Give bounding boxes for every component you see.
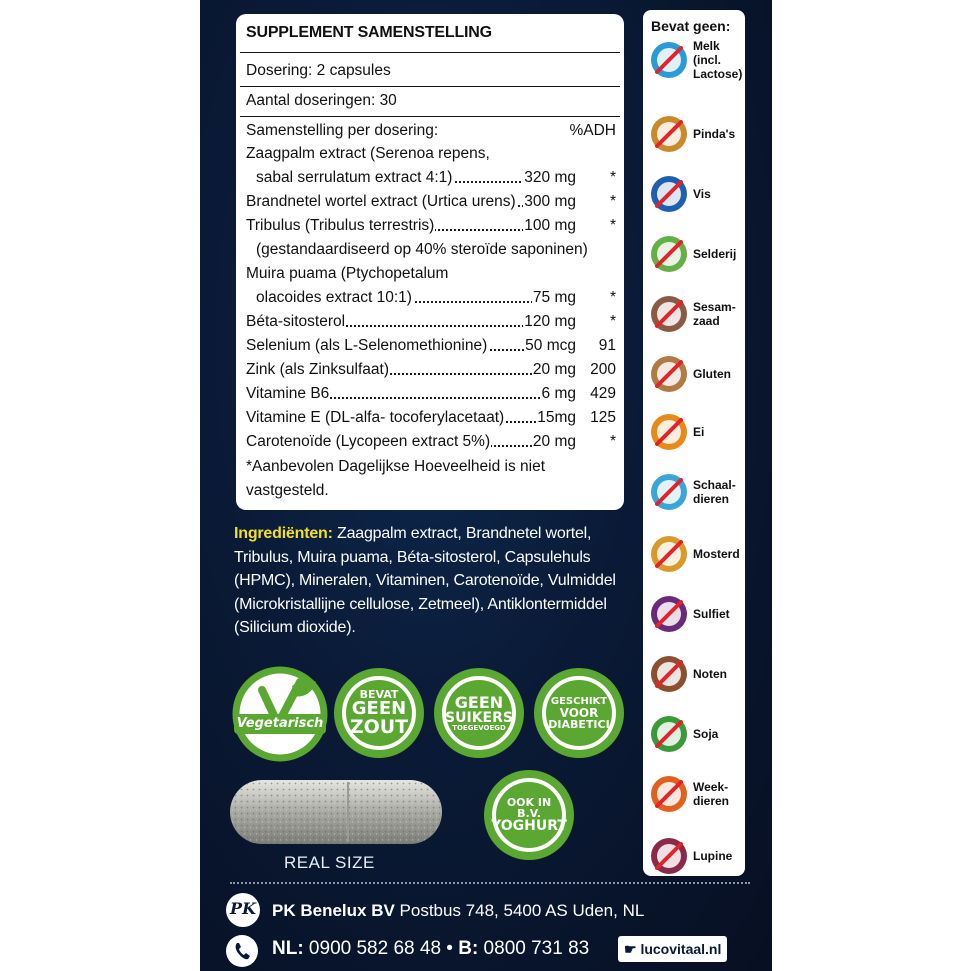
allergen-item [649,114,745,164]
allergen-header: Bevat geen: [651,18,731,34]
molluscs-icon [649,774,689,814]
ingredient-row: Béta-sitosterol 120 mg [246,313,576,330]
adh-value: 125 [590,409,616,426]
company-name: PK Benelux BV [272,901,395,920]
soy-icon [649,714,689,754]
ingredient-row: Vitamine E (DL-alfa- tocoferylacetaat) 15mg [246,409,576,426]
ingredient-row: Selenium (als L-Selenomethionine) 50 mcg [246,337,576,354]
allergen-label: Ei [693,425,705,439]
ingredient-row: Carotenoïde (Lycopeen extract 5%) 20 mg [246,433,576,450]
adh-value: 200 [590,361,616,378]
yoghurt-badge [484,770,574,860]
peanut-icon [649,114,689,154]
allergen-item [649,534,745,584]
badge-text: GEEN [351,698,407,719]
allergen-label: Vis [693,187,711,201]
allergen-label: Schaal-dieren [693,478,736,506]
capsule-image [228,776,444,848]
allergen-label: Week-dieren [693,780,730,808]
allergen-label: Lupine [693,849,733,863]
capsule-caption: REAL SIZE [284,853,375,872]
badge-text: VOOR [559,705,599,720]
ingredients-text [234,522,626,640]
allergen-item [649,774,745,824]
ingredient-row: Vitamine B6 6 mg [246,385,576,402]
badge-text: OOK IN B.V. [506,796,552,820]
milk-icon [649,40,689,80]
badge-text: SUIKERS [445,709,513,726]
egg-icon [649,412,689,452]
ingredient-line: Muira puama (Ptychopetalum [246,265,449,282]
lupin-icon [649,836,689,876]
allergen-label: Gluten [693,367,731,381]
table-title: SUPPLEMENT SAMENSTELLING [246,24,492,41]
allergen-label: Noten [693,667,727,681]
pk-logo-icon: PK [226,893,260,927]
allergen-item [649,836,745,886]
diabetic-badge [534,668,624,758]
no-salt-badge [334,668,424,758]
footnote: *Aanbevolen Dagelijkse Hoeveelheid is niet [246,458,545,475]
allergen-label: Soja [693,727,719,741]
adh-value: 91 [598,337,616,354]
cursor-icon: ☛ [624,941,637,957]
vegetarian-leaf-icon [230,664,330,764]
sulphite-icon [649,594,689,634]
divider [240,116,620,117]
ingredient-row: sabal serrulatum extract 4:1) 320 mg [256,169,576,186]
allergen-label: Melk (incl. Lactose) [693,39,743,81]
nl-label: NL: [272,938,304,959]
allergen-label: Sesam-zaad [693,300,736,328]
adh-value: * [609,313,616,330]
allergen-item [649,174,745,224]
adh-value: * [609,193,616,210]
allergen-item [649,354,745,404]
badge-text: GESCHIKT [550,695,608,707]
gluten-icon [649,354,689,394]
allergen-item [649,714,745,764]
company-address [272,901,644,921]
adh-header: %ADH [569,122,616,139]
nuts-icon [649,654,689,694]
shellfish-icon [649,472,689,512]
be-phone: 0800 731 83 [478,938,590,959]
divider [240,86,620,87]
website-link[interactable] [618,936,727,962]
adh-value: * [609,289,616,306]
ingredient-line: Zaagpalm extract (Serenoa repens, [246,145,490,162]
badge-text: GEEN [454,692,504,712]
vegetarian-label: Vegetarisch [236,716,324,731]
ingredient-row: Tribulus (Tribulus terrestris) 100 mg [246,217,576,234]
dosage-text: Dosering: 2 capsules [246,62,391,79]
badge-text: ZOUT [349,716,409,738]
badge-text: YOGHURT [491,818,567,834]
badge-text: TOEGEVOEGD [452,723,506,732]
fish-icon [649,174,689,214]
allergen-panel [643,10,745,876]
ingredient-row: olacoides extract 10:1) 75 mg [256,289,576,306]
allergen-item [649,654,745,704]
be-label: B: [458,938,479,959]
badge-text: DIABETICI [548,717,610,731]
per-dose-label: Samenstelling per dosering: [246,122,439,139]
allergen-label: Mosterd [693,547,740,561]
allergen-label: Pinda's [693,127,736,141]
allergen-item [649,472,745,522]
no-sugar-badge [434,668,524,758]
adh-value: 429 [590,385,616,402]
allergen-item [649,594,745,644]
ingredient-row: Brandnetel wortel extract (Urtica urens) 300 mg [246,193,576,210]
celery-icon [649,234,689,274]
allergen-label: Selderij [693,247,737,261]
vegetarian-badge [230,664,330,764]
divider [240,52,620,53]
mustard-icon [649,534,689,574]
website-text: lucovitaal.nl [640,941,722,957]
allergen-item [649,412,745,462]
allergen-item [649,294,745,344]
servings-text: Aantal doseringen: 30 [246,92,397,109]
allergen-item [649,40,745,90]
footnote: vastgesteld. [246,482,329,499]
supplement-table [236,14,624,510]
allergen-label: Sulfiet [693,607,730,621]
ingredients-label: Ingrediënten: [234,525,333,542]
address-text: Postbus 748, 5400 AS Uden, NL [394,901,645,920]
allergen-item [649,234,745,284]
nl-phone: 0900 582 68 48 • [303,938,459,959]
adh-value: * [609,217,616,234]
ingredients-list: Zaagpalm extract, Brandnetel wortel, Tribulus, Muira puama, Béta-sitosterol, Capsulehuls (HPMC), Mineralen, Vitaminen, Carotenoïde, Vulmiddel (Microkristallijne cellulose, Zetmeel), Antiklontermiddel (Silicium dioxide). [234,525,616,636]
adh-value: * [609,169,616,186]
adh-value: * [609,433,616,450]
phone-icon [226,935,258,967]
ingredient-row: Zink (als Zinksulfaat) 20 mg [246,361,576,378]
badge-text: BEVAT [359,688,399,701]
phone-numbers [272,938,589,960]
ingredient-note: (gestandaardiseerd op 40% steroïde saponinen) [256,241,588,258]
sesame-icon [649,294,689,334]
